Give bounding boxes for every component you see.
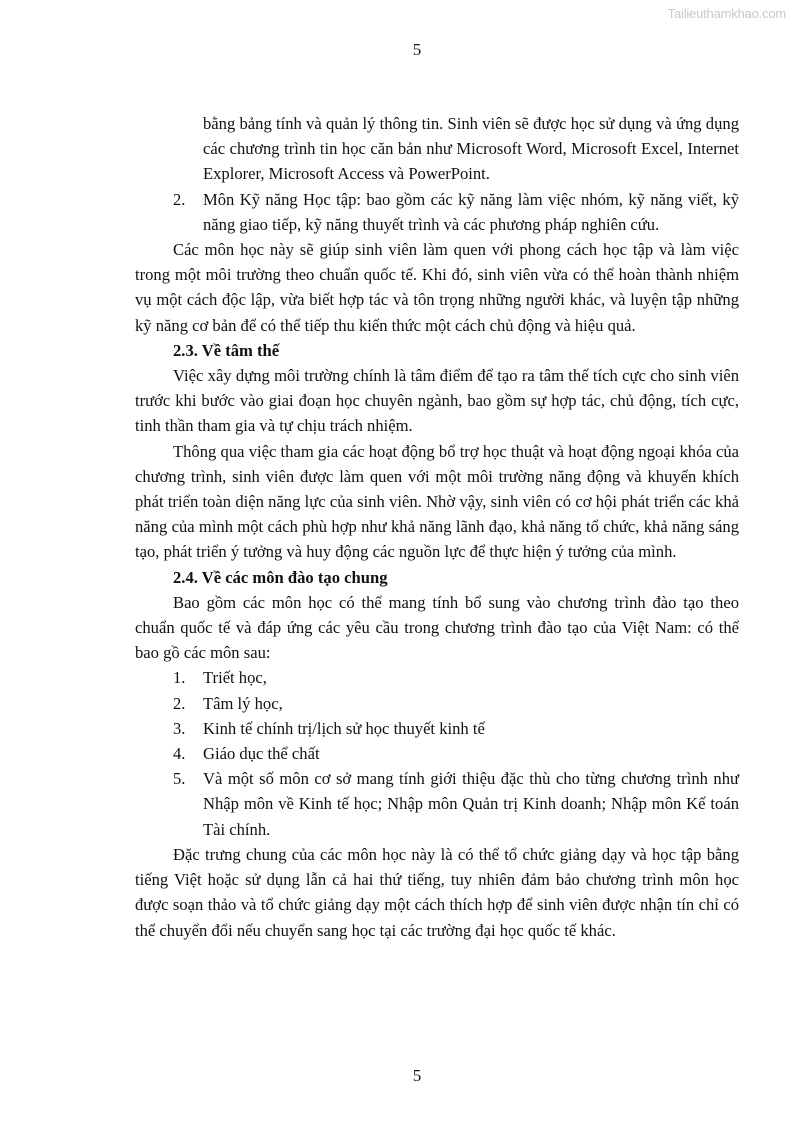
paragraph: Đặc trưng chung của các môn học này là có thể tổ chức giảng dạy và học tập bằng tiếng Việt hoặc sử dụng lẫn cả hai thứ tiếng, tuy nhiên đảm bảo chương trình môn học được soạn thảo và tổ chức giảng dạy một cách thích hợp để sinh viên được nhận tín chỉ có thể chuyển đổi nếu chuyển sang học tại các trường đại học quốc tế khác.	[135, 844, 739, 940]
list-number: 3.	[173, 718, 186, 738]
list-item	[135, 691, 739, 716]
list-number: 1.	[173, 668, 186, 688]
paragraph: Bao gồm các môn học có thể mang tính bổ sung vào chương trình đào tạo theo chuẩn quốc tế và đáp ứng các yêu cầu trong chương trình đào tạo của Việt Nam: có thể bao gồ các môn sau:	[135, 592, 739, 663]
list-item-text: Tâm lý học,	[203, 693, 283, 713]
section-heading: 2.4. Về các môn đào tạo chung	[173, 567, 388, 587]
list-item-text: Triết học,	[203, 668, 267, 688]
list-item-text: Giáo dục thể chất	[203, 744, 320, 764]
list-item	[135, 766, 739, 842]
paragraph: Việc xây dựng môi trường chính là tâm điểm để tạo ra tâm thế tích cực cho sinh viên trước khi bước vào giai đoạn học chuyên ngành, bao gồm sự hợp tác, chủ động, tích cực, tinh thần tham gia và tự chịu trách nhiệm.	[135, 366, 739, 436]
list-number: 5.	[173, 769, 186, 789]
paragraph: Các môn học này sẽ giúp sinh viên làm quen với phong cách học tập và làm việc trong một môi trường theo chuẩn quốc tế. Khi đó, sinh viên vừa có thể hoàn thành nhiệm vụ một cách độc lập, vừa biết hợp tác và tôn trọng những người khác, và luyện tập những kỹ năng cơ bản để có thể tiếp thu kiến thức một cách chủ động và hiệu quả.	[135, 240, 739, 335]
document-body	[135, 111, 739, 943]
watermark: Tailieuthamkhao.com	[667, 6, 786, 21]
page-number-top: 5	[412, 40, 422, 59]
list-item	[135, 716, 739, 741]
paragraph: Thông qua việc tham gia các hoạt động bổ trợ học thuật và hoạt động ngoại khóa của chương trình, sinh viên được làm quen với một môi trường năng động và khuyến khích phát triển toàn diện năng lực của sinh viên. Nhờ vậy, sinh viên có cơ hội phát triển các khả năng của mình một cách phù hợp như khả năng lãnh đạo, khả năng tổ chức, khả năng sáng tạo, phát triển ý tưởng và huy động các nguồn lực để thực hiện ý tưởng của mình.	[135, 441, 739, 562]
numbered-list	[135, 665, 739, 841]
section-heading: 2.3. Về tâm thế	[173, 340, 280, 360]
list-item-text: Môn Kỹ năng Học tập: bao gồm các kỹ năng làm việc nhóm, kỹ năng viết, kỹ năng giao tiếp, kỹ năng thuyết trình và các phương pháp nghiên cứu.	[203, 189, 739, 234]
list-number: 2.	[173, 693, 186, 713]
list-item	[135, 665, 739, 690]
list-item-continuation: bằng bảng tính và quản lý thông tin. Sinh viên sẽ được học sử dụng và ứng dụng các chương trình tin học căn bản như Microsoft Word, Microsoft Excel, Internet Explorer, Microsoft Access và PowerPoint.	[203, 114, 739, 184]
list-item-text: Kinh tế chính trị/lịch sử học thuyết kinh tế	[203, 718, 485, 738]
list-number: 4.	[173, 744, 186, 764]
list-item-text: Và một số môn cơ sở mang tính giới thiệu đặc thù cho từng chương trình như Nhập môn về Kinh tế học; Nhập môn Quản trị Kinh doanh; Nhập môn Kế toán Tài chính.	[203, 769, 739, 839]
list-number: 2.	[173, 189, 186, 209]
list-item	[135, 187, 739, 237]
list-item	[135, 741, 739, 766]
page-number-bottom: 5	[412, 1066, 422, 1085]
